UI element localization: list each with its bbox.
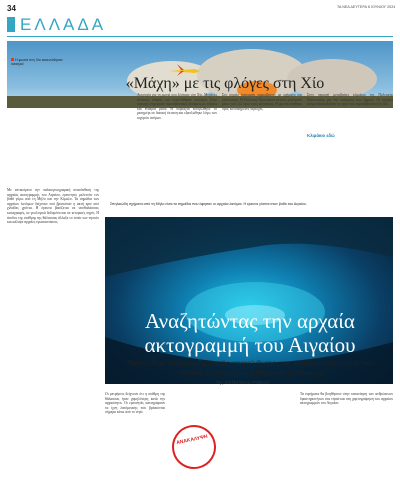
fire-body-col2: Στο σημείο έσπευσαν πυροσβέστες με οχήματα και ελικόπτερα. Η Πολιτική Προστασία έστειλε μηνύματα μέσω του 112 προς τους κατοίκους. Η φωτιά κινήθηκε προς κατοικημένες περιοχές. (222, 93, 302, 111)
coast-byline: Της ΚΑΤΕΡΙΝΑΣ ΡΟΒΗΛΙ (216, 380, 270, 385)
fire-subhead: Κλιμάκιο εδώ (307, 133, 335, 138)
coast-headline: Αναζητώντας την αρχαία ακτογραμμή του Αιγαίου (144, 309, 356, 357)
fire-body-col1: Ανησυχία για τη φωτιά που ξέσπασε στη Χίο. Μεγάλες εκτάσεις κάηκαν και εκκενώθηκαν οικισμοί. Στην περιοχή επιχειρούν πυροσβεστικές δυνάμεις με επίγεια και εναέρια μέσα. Η πυρκαγιά εκδηλώθηκε το μεσημέρι σε δασική έκταση και εξαπλώθηκε λόγω των ισχυρών ανέμων. (137, 93, 217, 120)
coast-body-mid2 (220, 392, 290, 488)
masthead: ΤΑ ΝΕΑ ΔΕΥΤΕΡΑ 6 ΙΟΥΝΙΟΥ 2024 (337, 5, 396, 9)
coast-body-right: Τα ευρήματα θα βοηθήσουν στην κατανόηση των ανθρώπινων δραστηριοτήτων στα νησιά και στη χαρτογράφηση των αρχαίων ακτογραμμών του Αιγαίου. (300, 392, 393, 406)
cave-photo-caption: Σπηλαιώδη σχήματα από τη Μήλο είναι τα σημάδια που άφησαν οι αρχαίοι λατόμοι. Η έρευνα γίνεται στον βυθό του Αιγαίου. (110, 202, 307, 206)
discovery-stamp-text: ΑΝΑΚΑΛΥΨΗ (175, 433, 209, 447)
section-title: ΕΛΛΑΔΑ (20, 15, 107, 34)
caption-bullet-icon (11, 58, 14, 61)
discovery-stamp (168, 421, 220, 473)
coast-deck: Προσπάθεια παλαιογεωγραφικής «ανασύνθεσης» της αρχαίας ακτογραμμής του Αιγαίου, με επίκεντρο τη Μήλο και την Κίμωλο (128, 358, 372, 377)
fire-caption-text: Η φωτιά στη Χίο εκκενώθηκαν οικισμοί (11, 58, 63, 67)
coast-body-left: Με αντικείμενο την παλαιογεωγραφική ανασύνθεση της αρχαίας ακτογραμμής του Αιγαίου, ερευνητές μελετούν τον βυθό γύρω από τη Μήλο και την Κίμωλο. Τα σημάδια των αρχαίων λατόμων δείχνουν πού βρισκόταν η ακτή πριν από χιλιάδες χρόνια. Η έρευνα βασίζεται σε υποθαλάσσιες καταγραφές, σε γεωλογικά δεδομένα και σε ιστορικές πηγές. Η άνοδος της στάθμης της θάλασσας άλλαξε το τοπίο των νησιών και κάλυψε αρχαίες εγκαταστάσεις. (7, 188, 99, 225)
section-marker (7, 17, 15, 32)
coast-body-mid: Οι μετρήσεις δείχνουν ότι η στάθμη της θάλασσας ήταν χαμηλότερη κατά την αρχαιότητα. Οι ερευνητές καταγράφουν τα ίχνη λατόμευσης που βρίσκονται σήμερα κάτω από το νερό. (105, 392, 165, 415)
fire-photo-caption (11, 58, 63, 67)
page-number: 34 (7, 4, 16, 13)
fire-headline: «Μάχη» με τις φλόγες στη Χίο (125, 75, 325, 92)
section-rule (7, 36, 393, 37)
fire-body-col3a: Στην περιοχή μεταβαίνει κλιμάκιο της Πολιτικής Προστασίας για την εκτίμηση των ζημιών. Οι ισχυροί άνεμοι δυσκολεύουν το έργο των πυροσβεστών στη Χίο. (307, 93, 393, 107)
